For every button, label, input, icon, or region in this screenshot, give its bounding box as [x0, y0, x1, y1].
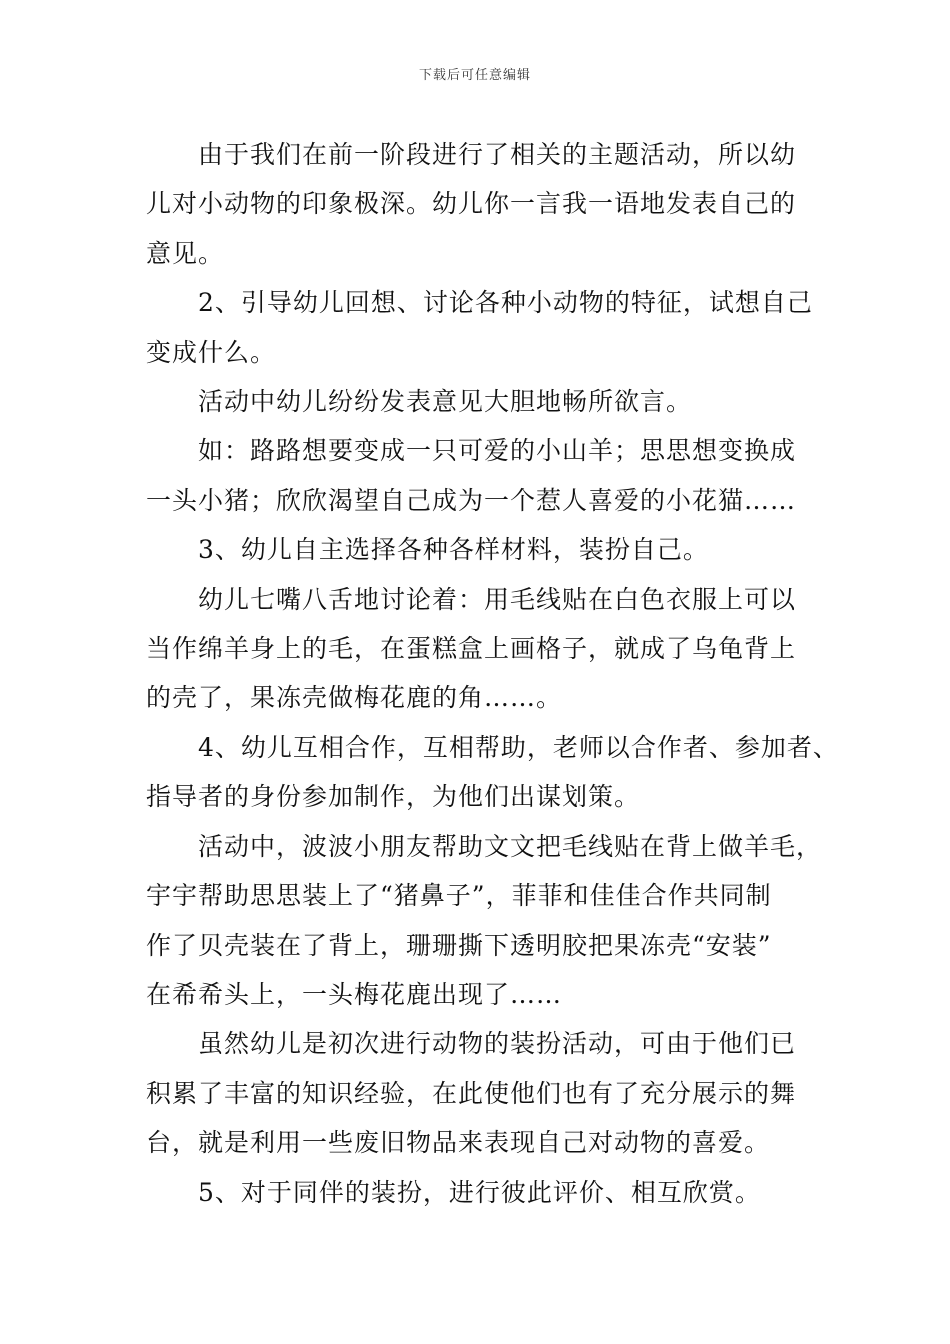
text-line: 5、对于同伴的装扮，进行彼此评价、相互欣赏。: [198, 1177, 761, 1207]
paragraph: [146, 723, 839, 822]
text-line: 在希希头上，一头梅花鹿出现了……: [146, 979, 563, 1009]
paragraph: [146, 278, 813, 377]
paragraph: [146, 822, 823, 1020]
document-body: [146, 130, 839, 1217]
text-line: 虽然幼儿是初次进行动物的装扮活动，可由于他们已: [198, 1029, 797, 1059]
paragraph: [146, 130, 806, 278]
text-line: 3、幼儿自主选择各种各样材料，装扮自己。: [198, 535, 709, 565]
text-line: 2、引导幼儿回想、讨论各种小动物的特征，试想自己: [198, 288, 813, 318]
text-line: 积累了丰富的知识经验，在此使他们也有了充分展示的舞: [146, 1078, 797, 1108]
page-header: 下载后可任意编辑: [418, 68, 531, 83]
text-line: 活动中幼儿纷纷发表意见大胆地畅所欲言。: [198, 387, 693, 417]
text-line: 如：路路想要变成一只可爱的小山羊；思思想变换成: [198, 436, 797, 466]
text-line: 指导者的身份参加制作，为他们出谋划策。: [146, 782, 641, 812]
paragraph: [146, 1168, 806, 1217]
text-line: 的壳了，果冻壳做梅花鹿的角……。: [146, 683, 563, 713]
text-line: 台，就是利用一些废旧物品来表现自己对动物的喜爱。: [146, 1128, 771, 1158]
paragraph: [146, 426, 806, 525]
text-line: 作了贝壳装在了背上，珊珊撕下透明胶把果冻壳“安装”: [146, 930, 772, 960]
text-line: 变成什么。: [146, 337, 277, 367]
paragraph: [146, 1019, 806, 1167]
text-line: 由于我们在前一阶段进行了相关的主题活动，所以幼: [198, 140, 797, 169]
text-line: 4、幼儿互相合作，互相帮助，老师以合作者、参加者、: [198, 732, 839, 762]
text-line: 活动中，波波小朋友帮助文文把毛线贴在背上做羊毛，: [198, 831, 823, 861]
text-line: 幼儿七嘴八舌地讨论着：用毛线贴在白色衣服上可以: [198, 584, 797, 614]
paragraph: [146, 377, 806, 426]
text-line: 当作绵羊身上的毛，在蛋糕盒上画格子，就成了乌龟背上: [146, 634, 797, 664]
text-line: 一头小猪；欣欣渴望自己成为一个惹人喜爱的小花猫……: [146, 485, 797, 515]
text-line: 意见。: [146, 238, 225, 268]
text-line: 儿对小动物的印象极深。幼儿你一言我一语地发表自己的: [146, 189, 797, 219]
paragraph: [146, 575, 806, 723]
paragraph: [146, 525, 806, 574]
text-line: 宇宇帮助思思装上了“猪鼻子”，菲菲和佳佳合作共同制: [146, 881, 772, 911]
